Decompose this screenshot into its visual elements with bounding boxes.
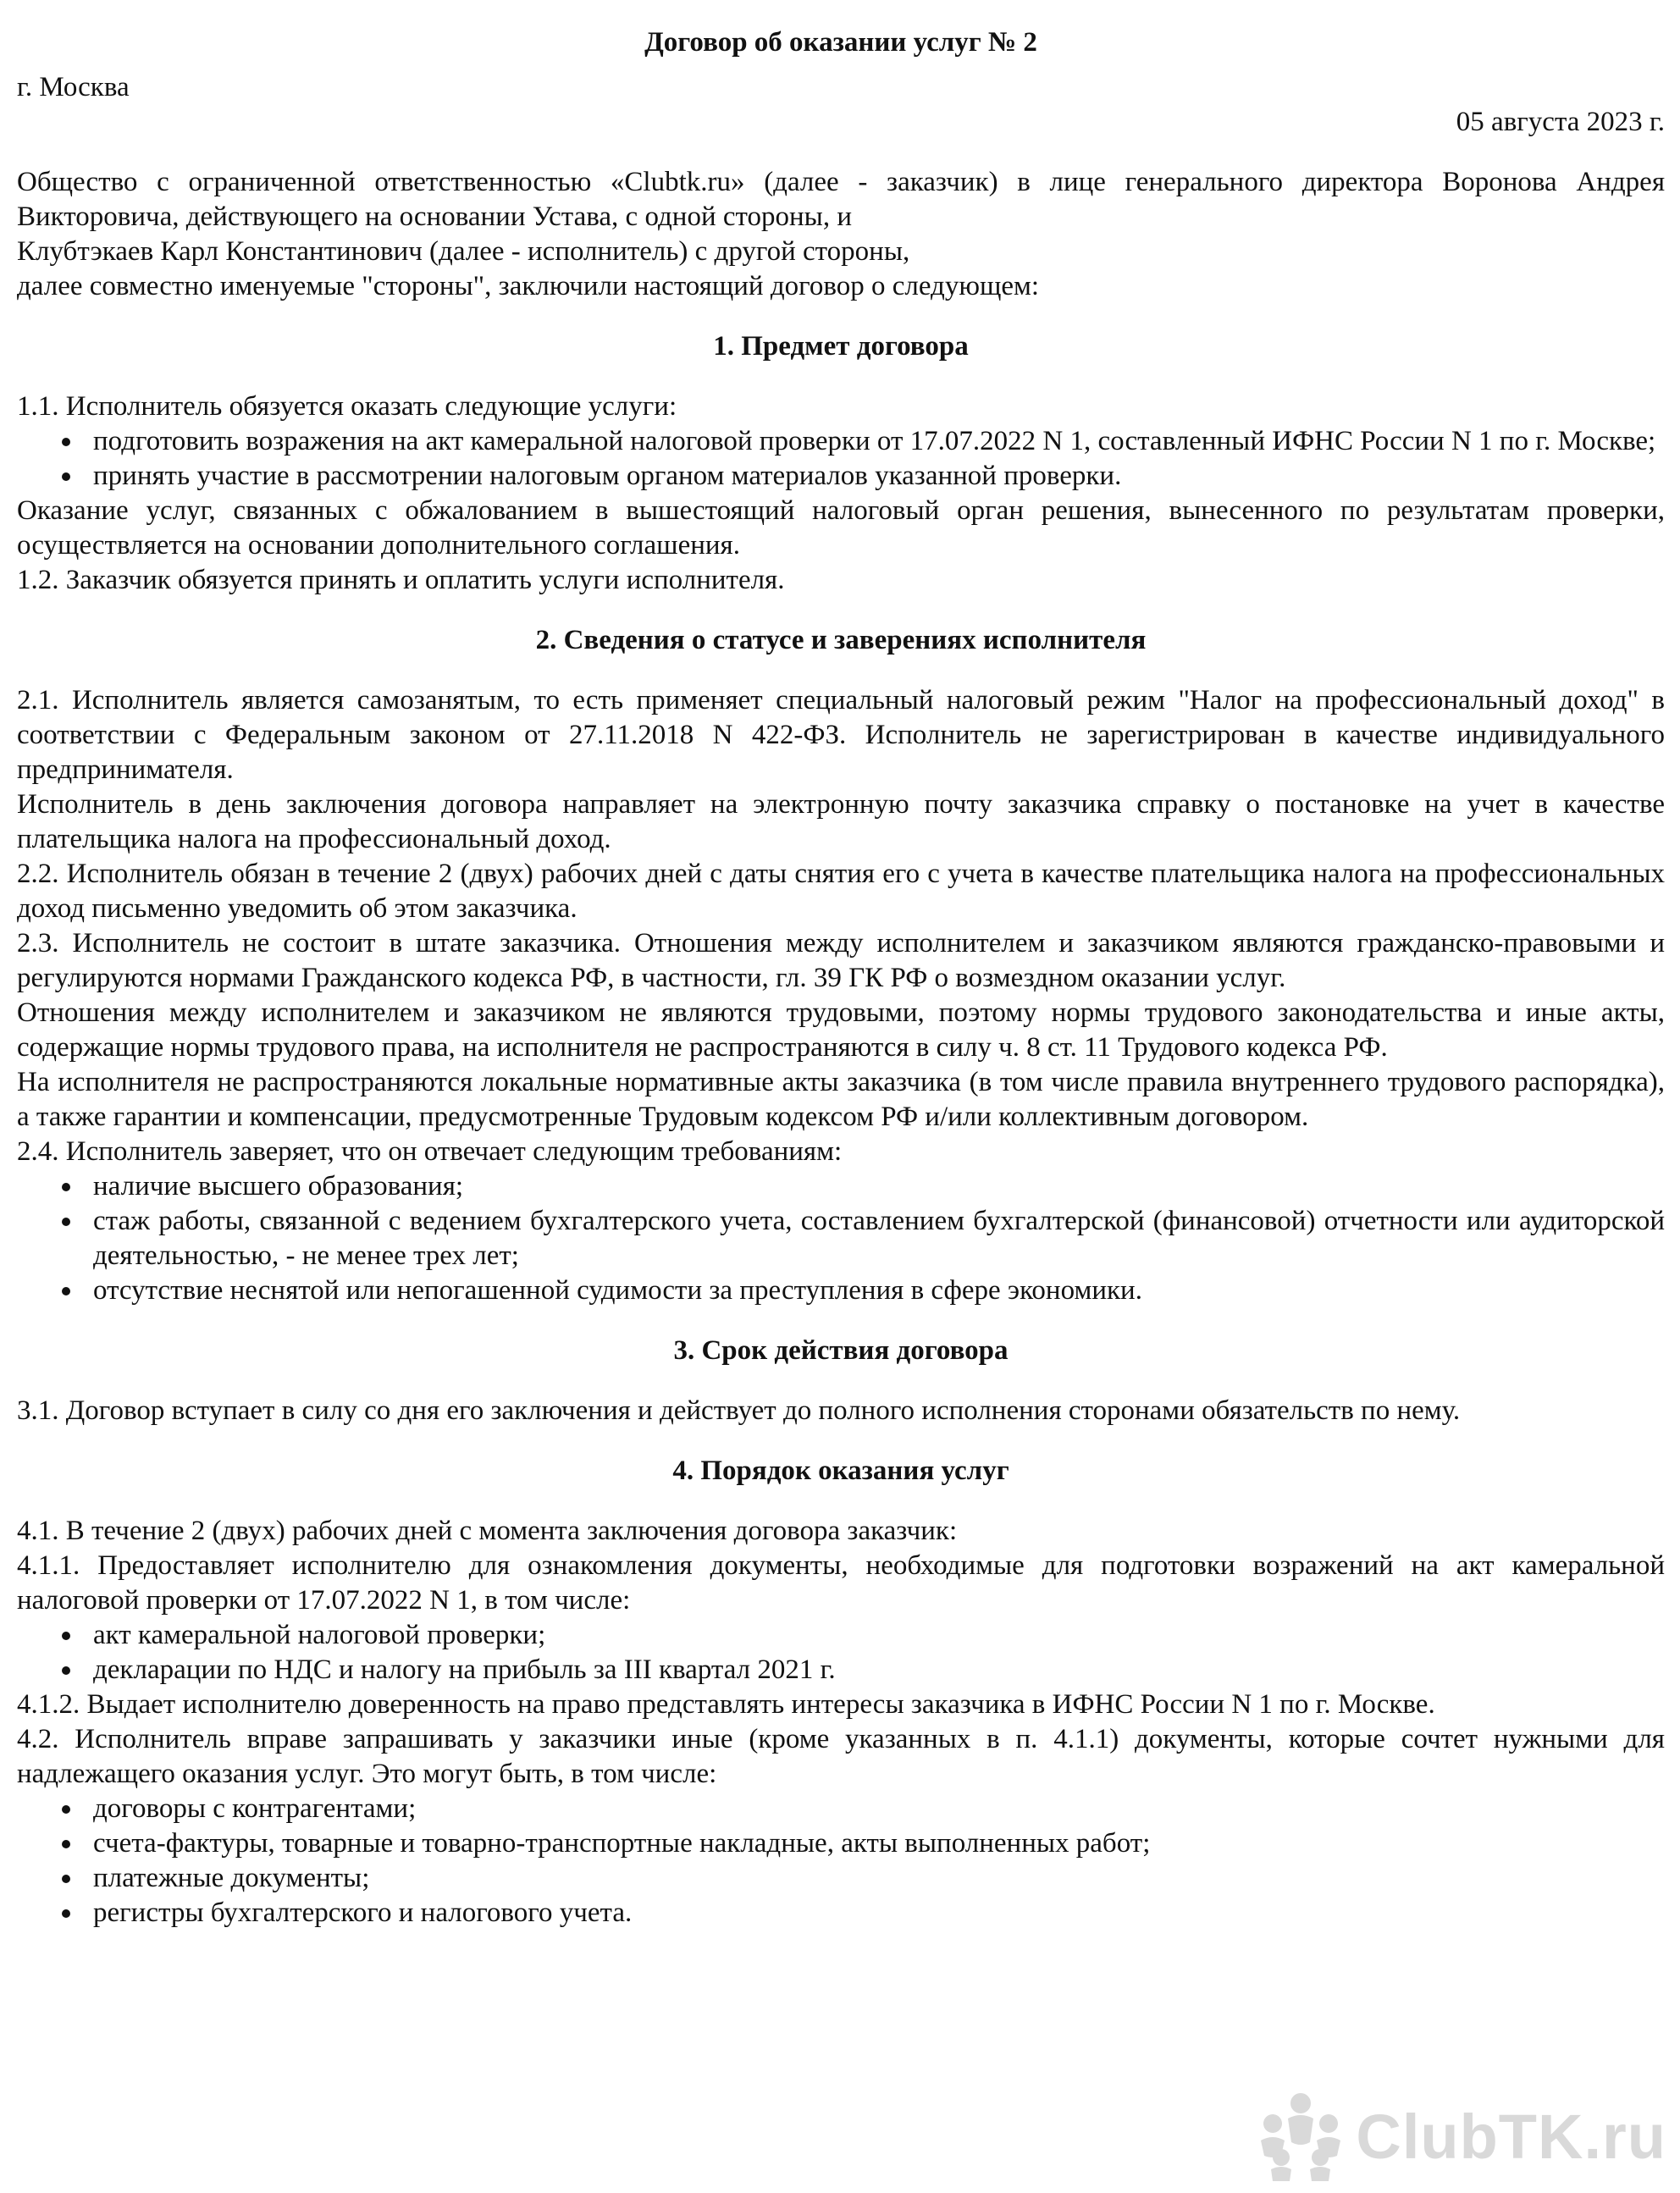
list-item: платежные документы; [17,1861,1665,1896]
clause-paragraph: На исполнителя не распространяются локальные нормативные акты заказчика (в том числе правила внутреннего трудового распорядка), а также гарантии и компенсации, предусмотренные Трудовым кодексом РФ и/или коллективным договором. [17,1067,1665,1132]
clause-paragraph: Отношения между исполнителем и заказчиком не являются трудовыми, поэтому нормы трудового законодательства и иные акты, содержащие нормы трудового права, на исполнителя не распространяются в силу ч. 8 ст. 11 Трудового кодекса РФ. [17,997,1665,1063]
list-item: наличие высшего образования; [17,1169,1665,1204]
clause-paragraph: 4.1. В течение 2 (двух) рабочих дней с момента заключения договора заказчик: [17,1516,958,1546]
bullet-list [17,1618,1665,1688]
section-heading: 1. Предмет договора [713,331,969,362]
city: г. Москва [17,72,130,102]
bullet-list [17,1792,1665,1931]
clause-paragraph: 4.1.2. Выдает исполнителю доверенность на право представлять интересы заказчика в ИФНС России N 1 по г. Москве. [17,1689,1435,1720]
document-page [17,25,1665,1931]
clause-paragraph: Оказание услуг, связанных с обжалованием в вышестоящий налоговый орган решения, вынесенного по результатам проверки, осуществляется на основании дополнительного соглашения. [17,495,1665,561]
list-item: счета-фактуры, товарные и товарно-транспортные накладные, акты выполненных работ; [17,1826,1665,1861]
list-item: отсутствие неснятой или непогашенной судимости за преступления в сфере экономики. [17,1273,1665,1308]
clause-paragraph: 2.1. Исполнитель является самозанятым, то есть применяет специальный налоговый режим "Налог на профессиональный доход" в соответствии с Федеральным законом от 27.11.2018 N 422-ФЗ. Исполнитель не зарегистрирован в качестве индивидуального предпринимателя. [17,685,1665,785]
bullet-list [17,424,1665,494]
clause-paragraph: 2.3. Исполнитель не состоит в штате заказчика. Отношения между исполнителем и заказчиком являются гражданско-правовыми и регулируются нормами Гражданского кодекса РФ, в частности, гл. 39 ГК РФ о возмездном оказании услуг. [17,928,1665,993]
people-group-icon [1254,2090,1347,2183]
preamble-paragraph: Клубтэкаев Карл Константинович (далее - исполнитель) с другой стороны, [17,236,910,267]
clause-paragraph: 2.2. Исполнитель обязан в течение 2 (двух) рабочих дней с даты снятия его с учета в качестве плательщика налога на профессиональных доход письменно уведомить об этом заказчика. [17,859,1665,924]
date: 05 августа 2023 г. [1456,107,1665,137]
preamble-paragraph: далее совместно именуемые "стороны", заключили настоящий договор о следующем: [17,271,1040,301]
preamble-paragraph: Общество с ограниченной ответственностью «Clubtk.ru» (далее - заказчик) в лице генерального директора Воронова Андрея Викторовича, действующего на основании Устава, с одной стороны, и [17,167,1665,232]
watermark-text: ClubTK.ru [1356,2101,1666,2172]
clause-paragraph: 4.1.1. Предоставляет исполнителю для ознакомления документы, необходимые для подготовки возражений на акт камеральной налоговой проверки от 17.07.2022 N 1, в том числе: [17,1550,1665,1616]
clause-paragraph: 2.4. Исполнитель заверяет, что он отвечает следующим требованиям: [17,1136,843,1167]
watermark [1254,2090,1666,2183]
list-item: подготовить возражения на акт камеральной налоговой проверки от 17.07.2022 N 1, составленный ИФНС России N 1 по г. Москве; [17,424,1665,459]
list-item: договоры с контрагентами; [17,1792,1665,1826]
list-item: акт камеральной налоговой проверки; [17,1618,1665,1653]
clause-paragraph: 4.2. Исполнитель вправе запрашивать у заказчики иные (кроме указанных в п. 4.1.1) документы, которые сочтет нужными для надлежащего оказания услуг. Это могут быть, в том числе: [17,1724,1665,1789]
document-title: Договор об оказании услуг № 2 [644,27,1037,58]
section-heading: 3. Срок действия договора [673,1335,1009,1366]
clause-paragraph: Исполнитель в день заключения договора направляет на электронную почту заказчика справку о постановке на учет в качестве плательщика налога на профессиональный доход. [17,789,1665,854]
list-item: принять участие в рассмотрении налоговым органом материалов указанной проверки. [17,459,1665,494]
section-heading: 4. Порядок оказания услуг [672,1456,1009,1486]
list-item: регистры бухгалтерского и налогового учета. [17,1896,1665,1931]
clause-paragraph: 3.1. Договор вступает в силу со дня его заключения и действует до полного исполнения сторонами обязательств по нему. [17,1395,1461,1426]
list-item: декларации по НДС и налогу на прибыль за III квартал 2021 г. [17,1653,1665,1688]
clause-paragraph: 1.1. Исполнитель обязуется оказать следующие услуги: [17,391,677,422]
section-heading: 2. Сведения о статусе и заверениях исполнителя [535,625,1147,655]
list-item: стаж работы, связанной с ведением бухгалтерского учета, составлением бухгалтерской (финансовой) отчетности или аудиторской деятельностью, - не менее трех лет; [17,1204,1665,1273]
bullet-list [17,1169,1665,1308]
clause-paragraph: 1.2. Заказчик обязуется принять и оплатить услуги исполнителя. [17,565,785,595]
